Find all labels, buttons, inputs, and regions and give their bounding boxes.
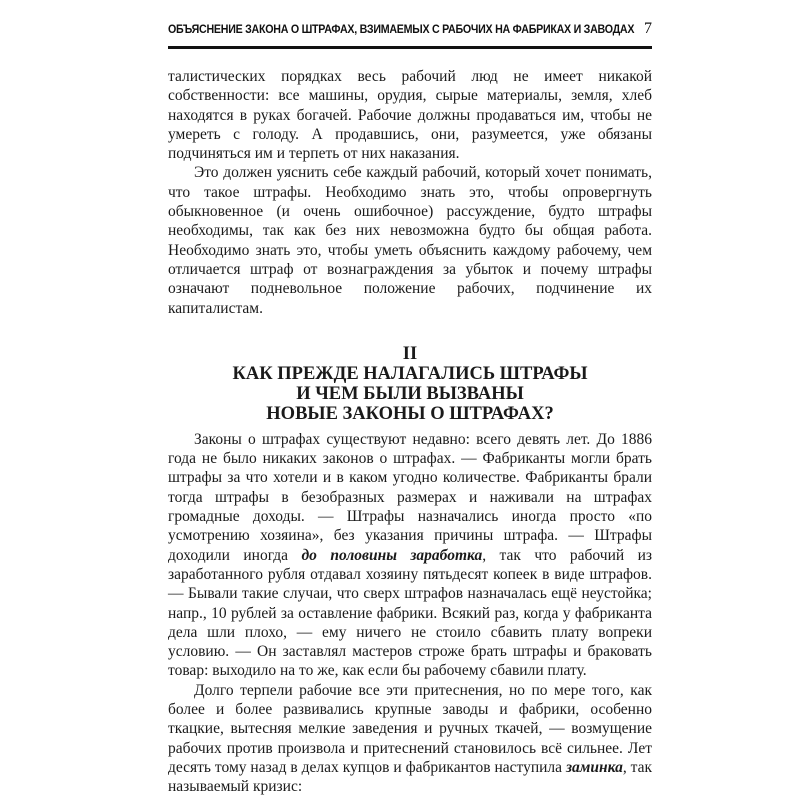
section-title-line-2: И ЧЕМ БЫЛИ ВЫЗВАНЫ <box>296 383 524 404</box>
paragraph <box>168 681 652 797</box>
paragraph-text: , так что рабочий из заработанного рубля отдавал хозяину пятьдесят копеек в виде штрафов. — Бывали такие случаи, что сверх штрафов назначалась ещё неустойка; напр., 10 рублей за оставление фабрики. Всякий раз, когда у фабриканта дела шли плохо, — ему ничего не стоило сбавить плату вопреки условию. — Он заставлял мастеров строже брать штрафы и браковать товар: выходило на то же, как если бы рабочему сбавили плату. <box>168 546 653 680</box>
section-title-line-1: КАК ПРЕЖДЕ НАЛАГАЛИСЬ ШТРАФЫ <box>232 363 588 384</box>
page-body <box>168 67 652 797</box>
page-number: 7 <box>644 20 652 37</box>
section-title-line-3: НОВЫЕ ЗАКОНЫ О ШТРАФАХ? <box>266 403 554 424</box>
paragraph-continued: талистических порядках весь рабочий люд не имеет никакой собственности: все машины, орудия, сырые материалы, земля, хлеб находятся в руках богачей. Рабочие должны продаваться им, чтобы не умереть с голоду. А продавшись, они, разумеется, уже обязаны подчиняться им и терпеть от них наказания. <box>168 68 652 163</box>
section-number: II <box>402 343 418 364</box>
running-header <box>168 20 652 49</box>
paragraph <box>168 430 652 681</box>
paragraph-text: Долго терпели рабочие все эти притеснения, но по мере того, как более и более развивались крупные заводы и фабрики, особенно ткацкие, вытесняя мелкие заведения и ручных ткачей, — возмущение рабочих против произвола и притеснений становилось всё сильнее. Лет десять тому назад в делах купцов и фабрикантов наступила <box>168 681 652 776</box>
running-header-title: ОБЪЯСНЕНИЕ ЗАКОНА О ШТРАФАХ, ВЗИМАЕМЫХ С РАБОЧИХ НА ФАБРИКАХ И ЗАВОДАХ <box>168 22 635 36</box>
paragraph: Это должен уяснить себе каждый рабочий, который хочет понимать, что такое штрафы. Необходимо знать это, чтобы опровергнуть обыкновенное (и очень ошибочное) рассуждение, будто штрафы необходимы, так как без них невозможна будто бы общая работа. Необходимо знать это, чтобы уметь объяснить каждому рабочему, чем отличается штраф от вознаграждения за убыток и почему штрафы означают подневольное положение рабочих, подчинение их капиталистам. <box>168 164 652 317</box>
paragraph-text: Законы о штрафах существуют недавно: всего девять лет. До 1886 года не было никаких законов о штрафах. — Фабриканты могли брать штрафы за что хотели и в каком угодно количестве. Фабриканты брали тогда штрафы в безобразных размерах и наживали на штрафах громадные доходы. — Штрафы назначались иногда просто «по усмотрению хозяина», без указания причины штрафа. — Штрафы доходили иногда <box>168 430 652 564</box>
paragraph-text: , так называемый кризис: <box>168 758 652 796</box>
emphasis-text: до половины заработка <box>301 546 483 564</box>
book-page <box>168 20 653 796</box>
emphasis-text: заминка <box>565 758 623 776</box>
section-heading <box>168 344 652 424</box>
